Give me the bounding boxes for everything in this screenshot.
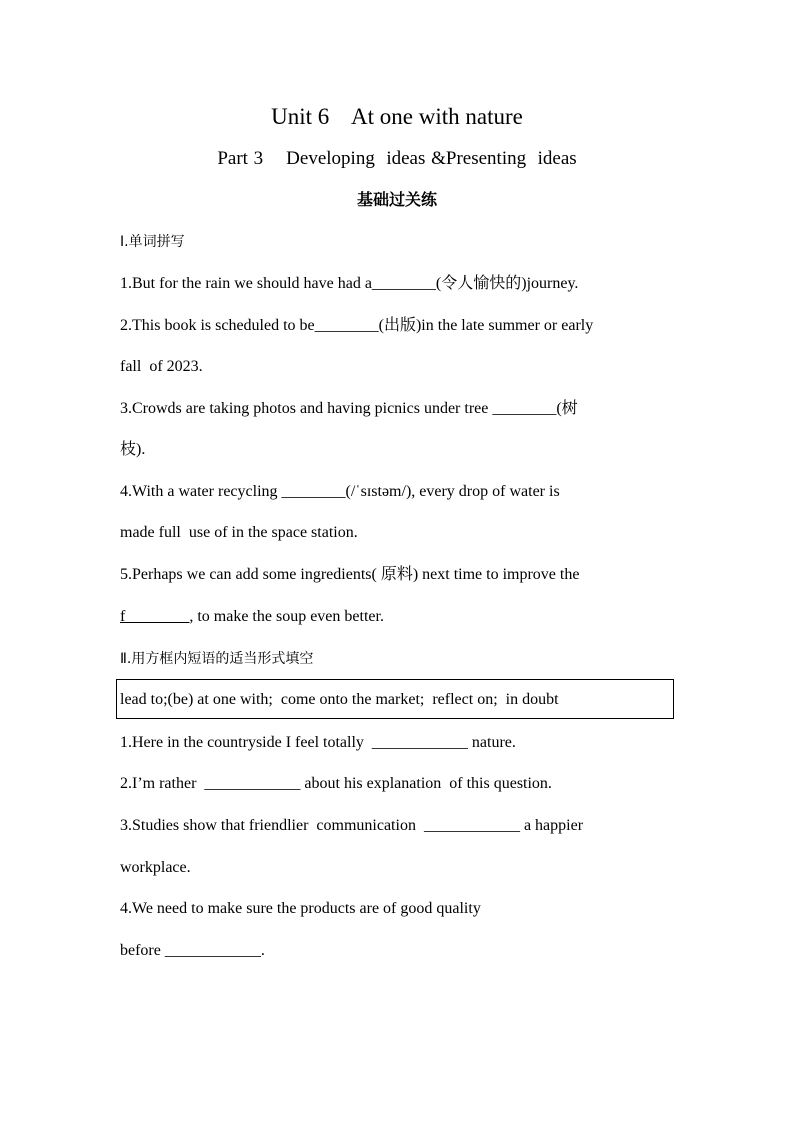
question-line: workplace. — [120, 859, 191, 876]
phrase-list: lead to;(be) at one with; come onto the market; reflect on; in doubt — [120, 691, 559, 708]
question-line: 4.With a water recycling ________(/ˈsɪstəm/), every drop of water is — [120, 483, 560, 500]
question-text: , to make the soup even better. — [189, 608, 384, 625]
phrase-box — [116, 679, 674, 719]
section-heading-phrases: Ⅱ.用方框内短语的适当形式填空 — [120, 651, 314, 667]
question-line: 枝). — [120, 441, 146, 458]
question-line — [120, 606, 384, 628]
question-line: 1.But for the rain we should have had a________(令人愉快的)journey. — [120, 275, 579, 292]
question-line: 4.We need to make sure the products are of good quality — [120, 900, 481, 917]
practice-label: 基础过关练 — [356, 190, 437, 209]
unit-title: Unit 6 At one with nature — [271, 104, 523, 129]
section-heading-spelling: Ⅰ.单词拼写 — [120, 234, 185, 250]
answer-blank: f________ — [120, 608, 190, 625]
question-line: 3.Studies show that friendlier communication ____________ a happier — [120, 817, 584, 834]
question-line: fall of 2023. — [120, 358, 203, 375]
question-line: before ____________. — [120, 942, 265, 959]
question-line: 5.Perhaps we can add some ingredients( 原料) next time to improve the — [120, 566, 580, 583]
question-line: 2.This book is scheduled to be________(出版)in the late summer or early — [120, 317, 594, 334]
question-line: made full use of in the space station. — [120, 524, 358, 541]
question-line: 2.I’m rather ____________ about his explanation of this question. — [120, 775, 552, 792]
question-line: 3.Crowds are taking photos and having picnics under tree ________(树 — [120, 400, 578, 417]
question-line: 1.Here in the countryside I feel totally ____________ nature. — [120, 734, 516, 751]
part-subtitle: Part 3 Developing ideas &Presenting ideas — [217, 148, 577, 169]
